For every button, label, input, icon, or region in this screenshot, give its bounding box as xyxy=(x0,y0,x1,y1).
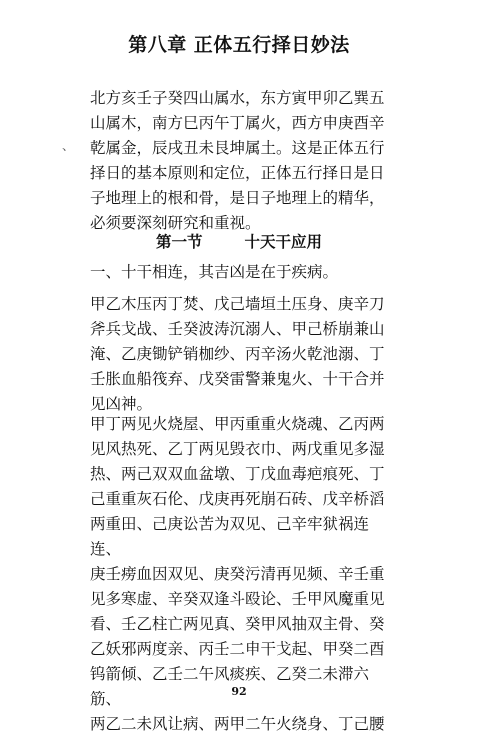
paragraph-line: 钨箭倾、乙壬二午风痰疾、乙癸二未滞六筋、 xyxy=(90,665,370,708)
paragraph-line: 看、壬乙柱亡两见真、癸甲风抽双主骨、癸 xyxy=(90,615,385,633)
paragraph-line: 见凶神。 xyxy=(90,395,153,413)
margin-mark: 、 xyxy=(62,139,75,153)
paragraph-line: 淹、乙庚锄铲销枷纱、丙辛汤火乾池溺、丁 xyxy=(90,345,385,363)
intro-line: 必须要深刻研究和重视。 xyxy=(90,214,261,232)
paragraph-line: 两乙二未风让病、两甲二午火绕身、丁己腰 xyxy=(90,715,385,733)
paragraph-line: 斧兵戈战、壬癸波涛沉溺人、甲己桥崩兼山 xyxy=(90,320,385,338)
paragraph-line: 两重田、己庚讼苦为双见、己辛牢狱祸连连、 xyxy=(90,515,370,558)
chapter-title: 第八章 正体五行择日妙法 xyxy=(128,34,350,56)
intro-line: 乾属金，辰戌丑未艮坤属土。这是正体五行 xyxy=(90,139,385,157)
section-heading: 十天干应用 xyxy=(244,233,323,251)
paragraph-line: 己重重灰石伦、戊庚再死崩石砖、戊辛桥滔 xyxy=(90,490,385,508)
item-heading-block xyxy=(90,260,390,285)
section-title xyxy=(0,230,478,252)
intro-line: 择日的基本原则和定位，正体五行择日是日 xyxy=(90,164,385,182)
paragraph-line: 壬胀血船筏弃、戊癸雷警兼鬼火、十干合并 xyxy=(90,370,385,388)
intro-paragraph xyxy=(90,86,390,236)
paragraph-line: 庚壬痨血因双见、庚癸污清再见频、辛壬重 xyxy=(90,565,385,583)
paragraph-line: 乙妖邪两度亲、丙壬二申干戈起、甲癸二酉 xyxy=(90,640,385,658)
paragraph-line: 热、两己双双血盆墩、丁戊血毒疤痕死、丁 xyxy=(90,465,385,483)
paragraph-1 xyxy=(90,292,390,417)
paragraph-line: 甲乙木压丙丁焚、戊己墙垣土压身、庚辛刀 xyxy=(90,295,385,313)
intro-line: 北方亥壬子癸四山属水，东方寅甲卯乙巽五 xyxy=(90,89,385,107)
paragraph-line: 见多寒虚、辛癸双逢斗殴论、壬甲风魔重见 xyxy=(90,590,385,608)
intro-line: 子地理上的根和骨，是日子地理上的精华， xyxy=(90,189,385,207)
page-number: 92 xyxy=(231,685,247,698)
paragraph-line: 见风热死、乙丁两见毁衣巾、两戊重见多湿 xyxy=(90,440,385,458)
item-heading: 一、十干相连，其吉凶是在于疾病。 xyxy=(90,263,339,281)
paragraph-line: 甲丁两见火烧屋、甲丙重重火烧魂、乙丙两 xyxy=(90,415,385,433)
intro-line: 山属木，南方巳丙午丁属火，西方申庚酉辛 xyxy=(90,114,385,132)
section-number: 第一节 xyxy=(155,233,203,251)
